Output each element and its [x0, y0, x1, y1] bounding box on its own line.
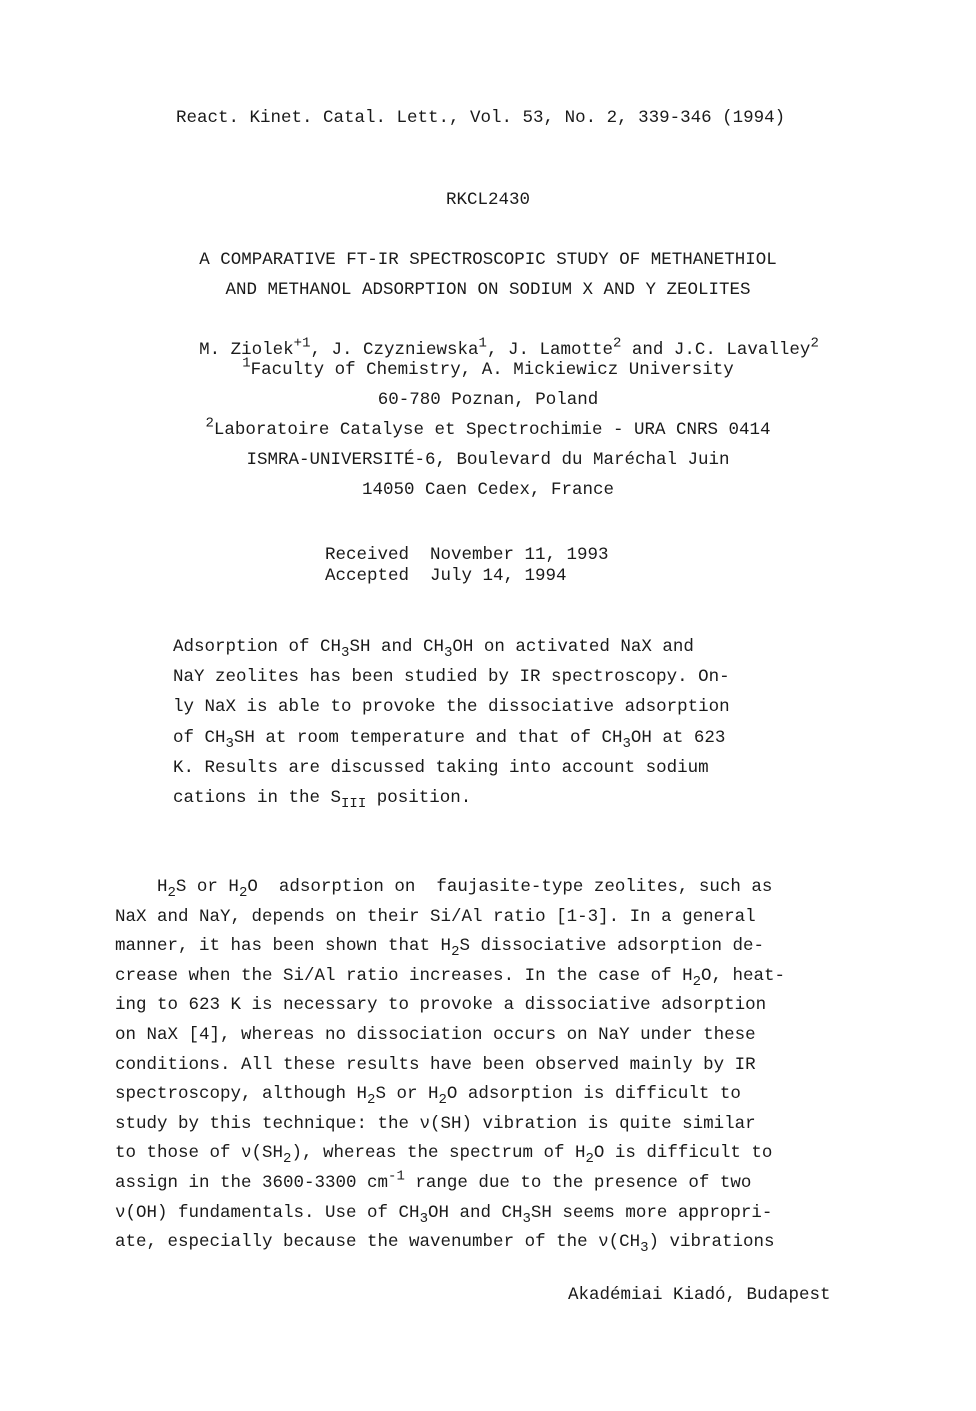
article-code: RKCL2430 — [445, 190, 530, 210]
affiliation-1-line-2: 60-780 Poznan, Poland — [377, 390, 599, 410]
received-date: Received November 11, 1993 — [325, 545, 609, 565]
affiliation-1-line-1: $^1$Faculty of Chemistry, A. Mickiewicz University — [242, 355, 734, 380]
abstract-line: of $CH_3SH$ at room temperature and that of $CH_3OH$ at 623 — [173, 727, 726, 752]
body-line: spectroscopy, although $H_2S$ or $H_2O$ adsorption is difficult to — [115, 1084, 741, 1109]
abstract-line: NaY zeolites has been studied by IR spectroscopy. On- — [173, 667, 730, 688]
body-line: manner, it has been shown that $H_2S$ dissociative adsorption de- — [115, 936, 765, 961]
body-line: on NaX [4], whereas no dissociation occurs on NaY under these — [115, 1025, 756, 1045]
body-line: ate, especially because the wavenumber of the $\nu(CH_3)$ vibrations — [115, 1232, 775, 1257]
body-line: conditions. All these results have been observed mainly by IR — [115, 1054, 756, 1075]
body-line: ing to 623 K is necessary to provoke a dissociative adsorption — [115, 995, 767, 1016]
abstract-line: cations in the $S_{III}$ position. — [173, 788, 472, 812]
author-2: J. Czyzniewska$^1$, — [331, 335, 508, 360]
body-line: to those of $\nu(SH_2)$, whereas the spectrum of $H_2O$ is difficult to — [115, 1143, 773, 1168]
journal-citation: React. Kinet. Catal. Lett., Vol. 53, No. 2, 339-346 (1994) — [176, 108, 786, 128]
abstract-line: ly NaX is able to provoke the dissociative adsorption — [173, 697, 730, 718]
abstract-line: K. Results are discussed taking into account sodium — [173, 757, 709, 778]
body-line: assign in the 3600-3300 $cm^{-1}$ range due to the presence of two — [115, 1168, 752, 1193]
body-line: ν(OH) fundamentals. Use of $CH_3OH$ and $CH_3SH$ seems more appropri- — [115, 1202, 773, 1227]
body-line: crease when the Si/Al ratio increases. In the case of $H_2O$, heat- — [115, 965, 786, 990]
author-1: M. Ziolek$^{+1}$, — [199, 335, 332, 360]
body-line: study by this technique: the ν(SH) vibration is quite similar — [115, 1113, 756, 1134]
affiliation-2-line-2: ISMRA-UNIVERSITÉ-6, Boulevard du Maréchal Juin — [246, 450, 730, 470]
title-line-2: AND METHANOL ADSORPTION ON SODIUM X AND Y ZEOLITES — [225, 280, 751, 300]
affiliation-2-line-3: 14050 Caen Cedex, France — [361, 480, 615, 500]
author-4: J.C. Lavalley$^2$ — [673, 335, 819, 360]
author-3: J. Lamotte$^2$ and — [507, 335, 674, 360]
affiliation-2-line-1: $^2$Laboratoire Catalyse et Spectrochimie - URA CNRS 0414 — [205, 415, 771, 440]
abstract-line: Adsorption of $CH_3SH$ and $CH_3OH$ on activated NaX and — [173, 637, 694, 661]
accepted-date: Accepted July 14, 1994 — [325, 566, 567, 586]
publisher-footer: Akadémiai Kiadó, Budapest — [568, 1285, 831, 1305]
body-line: NaX and NaY, depends on their Si/Al ratio [1-3]. In a general — [115, 906, 756, 927]
title-line-1: A COMPARATIVE FT-IR SPECTROSCOPIC STUDY OF METHANETHIOL — [199, 250, 777, 270]
body-line: $H_2S$ or $H_2O$ adsorption on faujasite-type zeolites, such as — [115, 877, 773, 901]
